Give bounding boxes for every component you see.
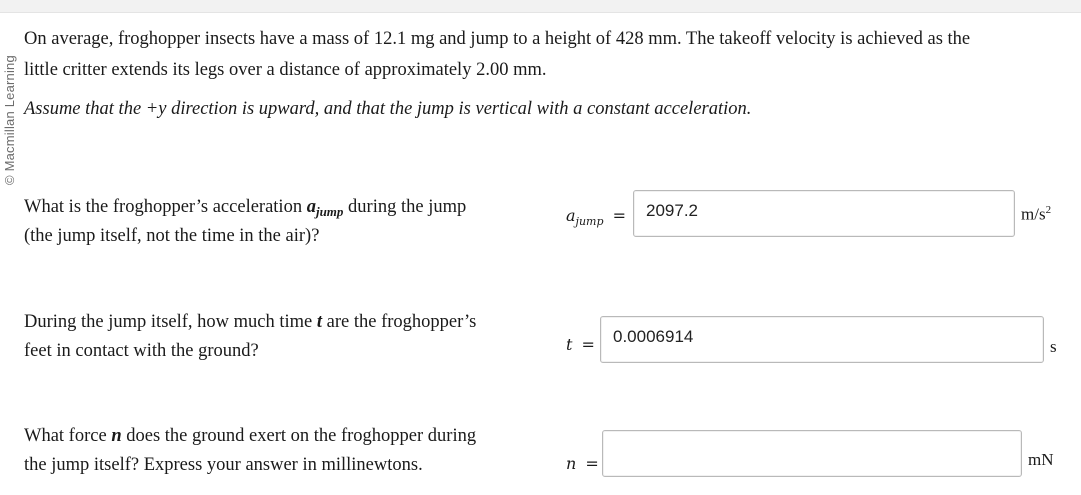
question-text-c: the jump itself? Express your answer in millinewtons. <box>24 455 423 475</box>
question-text-b: does the ground exert on the froghopper during <box>121 426 477 446</box>
acceleration-input[interactable]: 2097.2 <box>633 190 1015 237</box>
math-var: a <box>306 197 316 217</box>
question-text-c: feet in contact with the ground? <box>24 341 259 361</box>
math-var: t <box>316 312 323 332</box>
question-text-a: What force <box>24 426 112 446</box>
intro-line-2: little critter extends its legs over a distance of approximately 2.00 mm. <box>24 60 547 80</box>
unit-acceleration: $m/s^2$ <box>1021 204 1052 224</box>
question-text-c: (the jump itself, not the time in the air)? <box>24 226 320 246</box>
question-time <box>24 308 524 366</box>
question-text-b: during the jump <box>343 197 467 217</box>
math-var-sub: jump <box>315 204 344 219</box>
question-force <box>24 422 524 480</box>
force-input[interactable] <box>602 430 1022 477</box>
top-bar <box>0 0 1081 13</box>
intro-line-1: On average, froghopper insects have a mass of 12.1 mg and jump to a height of 428 mm. The takeoff velocity is achieved as the <box>24 29 971 49</box>
assumption-text: Assume that the +y direction is upward, and that the jump is vertical with a constant acceleration. <box>24 99 752 119</box>
problem-intro <box>24 24 1064 86</box>
unit-force: mN <box>1028 450 1054 469</box>
question-text-a: What is the froghopper’s acceleration <box>24 197 307 217</box>
question-text-b: are the froghopper’s <box>322 312 477 332</box>
unit-time: s <box>1050 337 1057 356</box>
answer-label-acceleration: $a_{jump}$ = <box>566 206 627 228</box>
time-input[interactable]: 0.0006914 <box>600 316 1044 363</box>
answer-label-time: t = <box>566 335 595 354</box>
answer-label-force: n = <box>566 454 599 473</box>
question-acceleration <box>24 193 524 251</box>
question-text-a: During the jump itself, how much time <box>24 312 317 332</box>
copyright-watermark: © Macmillan Learning <box>2 55 17 185</box>
math-var: n <box>111 426 122 446</box>
